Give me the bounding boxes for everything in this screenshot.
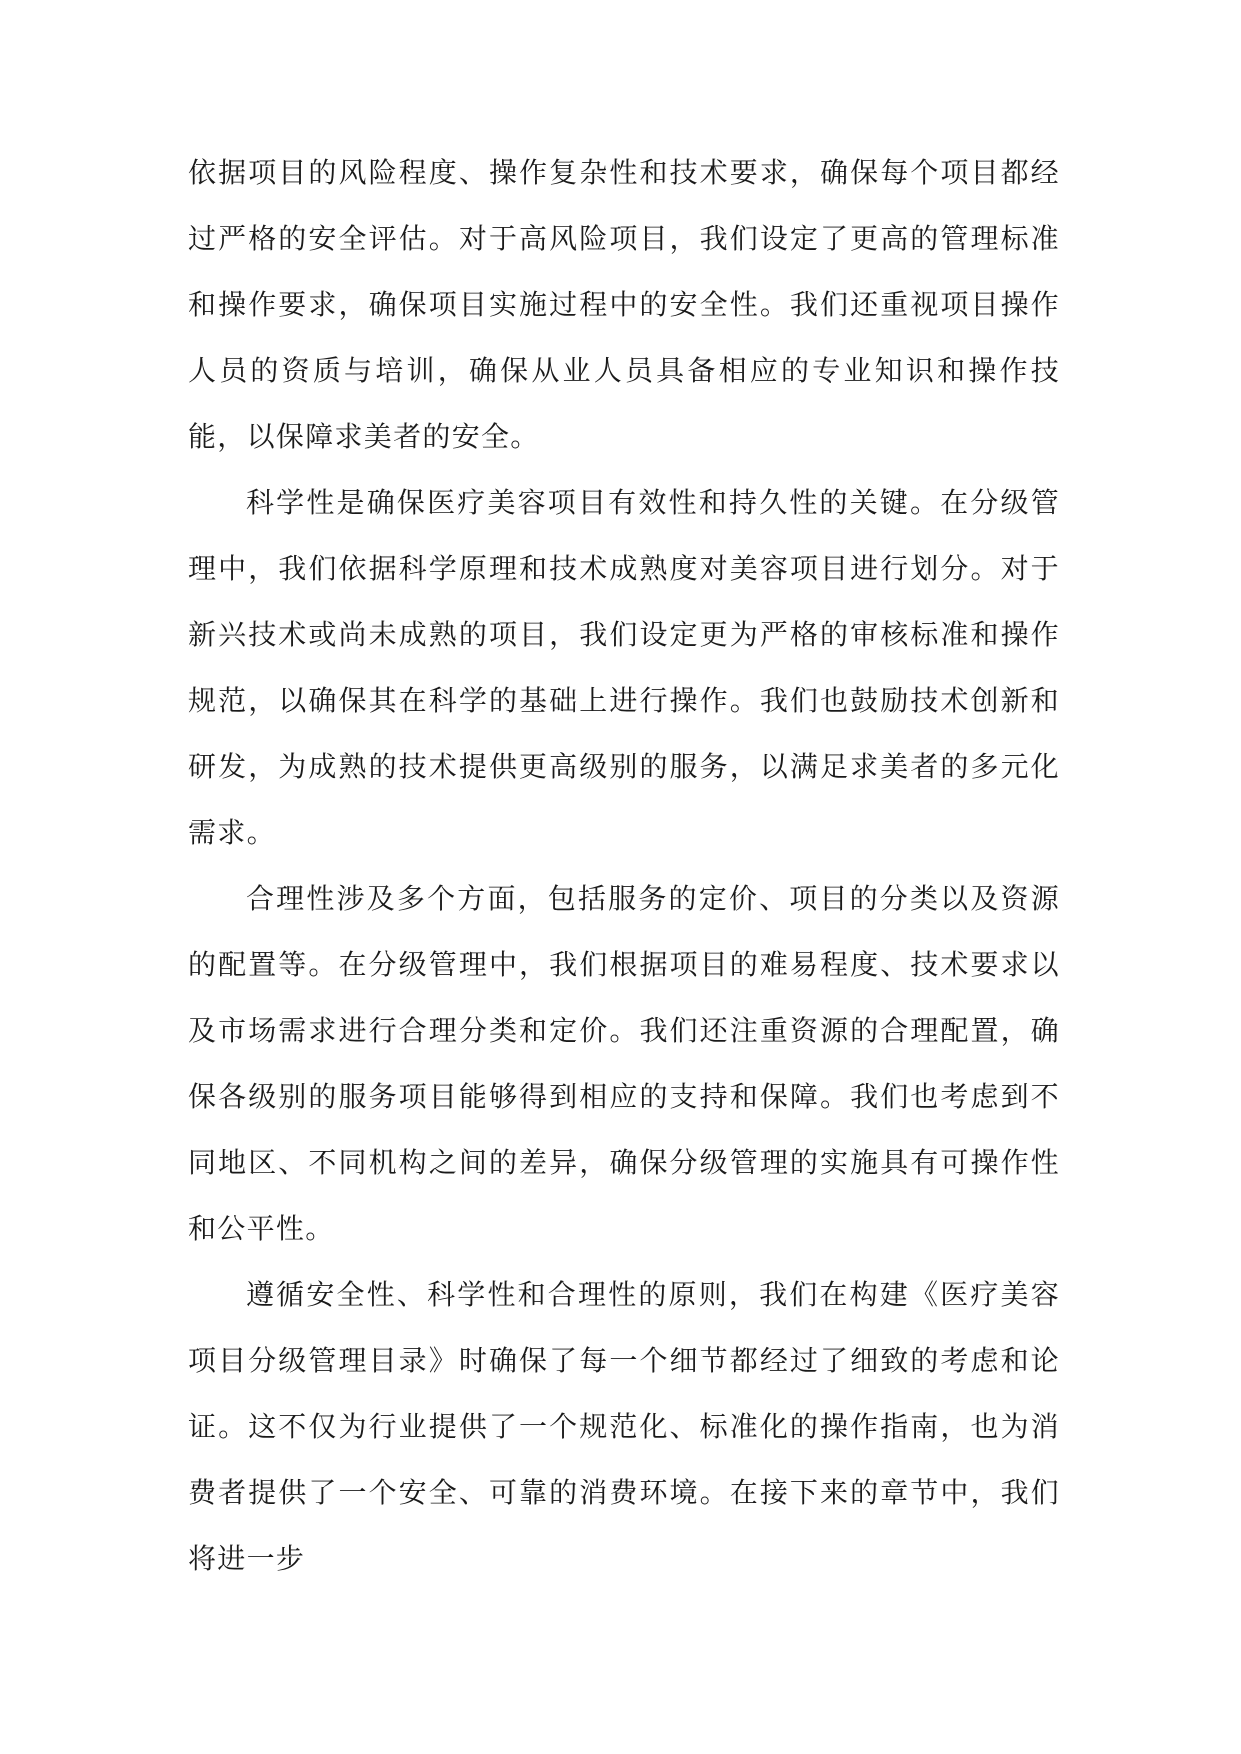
paragraph-4: 遵循安全性、科学性和合理性的原则，我们在构建《医疗美容项目分级管理目录》时确保了每一个细节都经过了细致的考虑和论证。这不仅为行业提供了一个规范化、标准化的操作指南，也为消费者提供了一个安全、可靠的消费环境。在接下来的章节中，我们将进一步 [188, 1278, 1060, 1575]
paragraph-3: 合理性涉及多个方面，包括服务的定价、项目的分类以及资源的配置等。在分级管理中，我们根据项目的难易程度、技术要求以及市场需求进行合理分类和定价。我们还注重资源的合理配置，确保各级别的服务项目能够得到相应的支持和保障。我们也考虑到不同地区、不同机构之间的差异，确保分级管理的实施具有可操作性和公平性。 [188, 882, 1060, 1245]
paragraph-1: 依据项目的风险程度、操作复杂性和技术要求，确保每个项目都经过严格的安全评估。对于高风险项目，我们设定了更高的管理标准和操作要求，确保项目实施过程中的安全性。我们还重视项目操作人员的资质与培训，确保从业人员具备相应的专业知识和操作技能，以保障求美者的安全。 [188, 156, 1060, 453]
paragraph-2: 科学性是确保医疗美容项目有效性和持久性的关键。在分级管理中，我们依据科学原理和技术成熟度对美容项目进行划分。对于新兴技术或尚未成熟的项目，我们设定更为严格的审核标准和操作规范，以确保其在科学的基础上进行操作。我们也鼓励技术创新和研发，为成熟的技术提供更高级别的服务，以满足求美者的多元化需求。 [188, 486, 1060, 849]
document-body [188, 140, 1060, 1592]
